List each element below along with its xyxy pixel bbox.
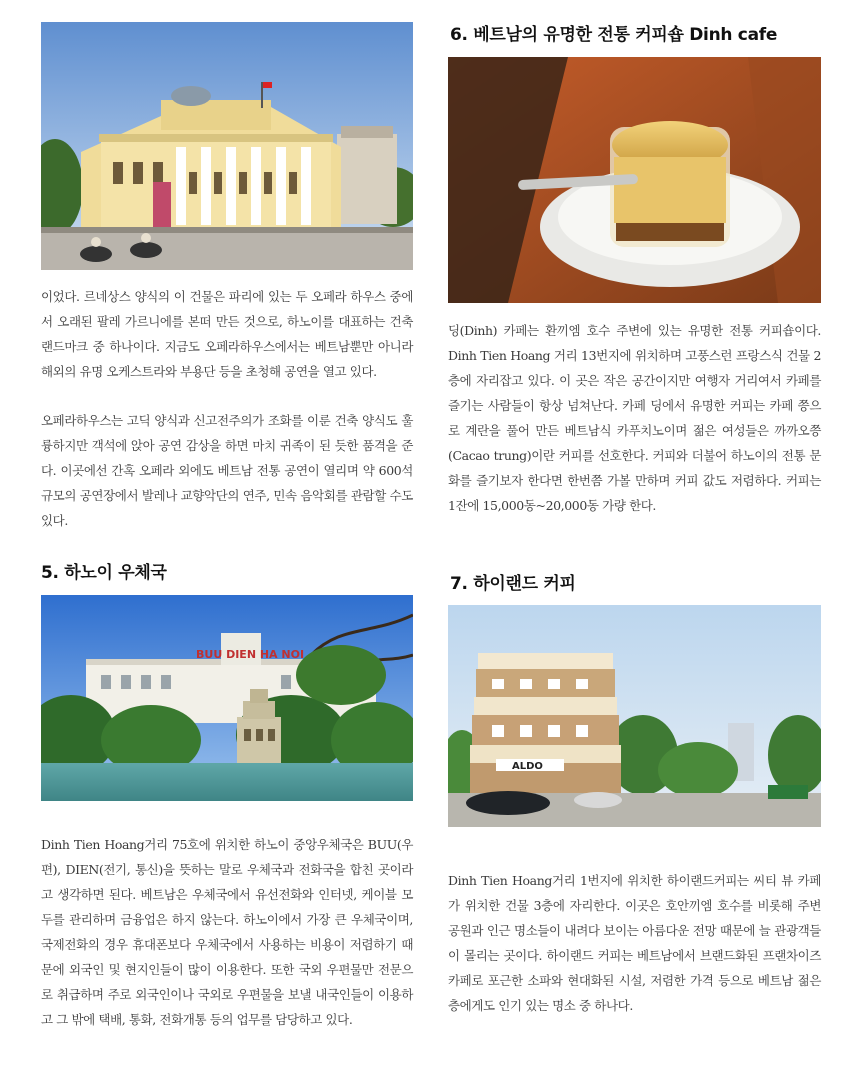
highlands-coffee-heading: 7. 하이랜드 커피 — [450, 574, 576, 594]
highlands-sign-text: ALDO — [512, 761, 543, 772]
post-office-heading: 5. 하노이 우체국 — [41, 563, 167, 583]
opera-paragraph-1: 이었다. 르네상스 양식의 이 건물은 파리에 있는 두 오페라 하우스 중에서 오래된 팔레 가르니에를 본떠 만든 것으로, 하노이를 대표하는 건축 랜드마크 중 하나이다. 지금도 오페라하우스에서는 베트남뿐만 아니라 해외의 유명 오케스트라와 부용단 등을 초청해 공연을 열고 있다. — [41, 289, 413, 379]
dinh-cafe-paragraph: 딩(Dinh) 카페는 환끼엠 호수 주변에 있는 유명한 전통 커피숍이다. Dinh Tien Hoang 거리 13번지에 위치하며 고풍스런 프랑스식 건물 2층에 자리잡고 있다. 이 곳은 작은 공간이지만 여행자 거리여서 카페를 즐기는 사람들이 항상 넘쳐난다. 카페 딩에서 유명한 커피는 카페 쯩으로 계란을 풀어 만든 베트남식 카푸치노이며 젊은 여성들은 까까오쯩(Cacao trung)이란 커피를 선호한다. 커피와 더불어 하노이의 전통 문화를 즐기보자 한다면 한번쯤 가볼 만하며 커피 값도 저렴하다. 커피는 1잔에 15,000동~20,000동 가량 한다. — [448, 323, 821, 513]
dinh-cafe-heading: 6. 베트남의 유명한 전통 커피숍 Dinh cafe — [450, 25, 778, 45]
highlands-coffee-photo — [448, 605, 821, 827]
opera-paragraph-2: 오페라하우스는 고딕 양식과 신고전주의가 조화를 이룬 건축 양식도 훌륭하지만 객석에 앉아 공연 감상을 하면 마치 귀족이 된 듯한 품격을 준다. 이곳에선 간혹 오페라 외에도 베트남 전통 공연이 열리며 약 600석 규모의 공연장에서 발레나 교향악단의 연주, 민속 음악회를 관람할 수도 있다. — [41, 413, 413, 528]
post-office-paragraph: Dinh Tien Hoang거리 75호에 위치한 하노이 중앙우체국은 BUU(우편), DIEN(전기, 통신)을 뜻하는 말로 우체국과 전화국을 합친 곳이라고 생각하면 된다. 베트남은 우체국에서 유선전화와 인터넷, 케이블 모두를 관리하며 금융업은 하지 않는다. 하노이에서 가장 큰 우체국이며, 국제전화의 경우 휴대폰보다 우체국에서 사용하는 비용이 저렴하기 때문에 외국인 및 현지인들이 많이 이용한다. 또한 국외 우편물만 전문으로 취급하며 주로 외국인이나 국외로 우편물을 보낼 내국인들이 이용하고 그 밖에 택배, 통화, 전화개통 등의 업무를 담당하고 있다. — [41, 837, 413, 1027]
highlands-coffee-paragraph: Dinh Tien Hoang거리 1번지에 위치한 하이랜드커피는 씨티 뷰 카페가 위치한 건물 3층에 자리한다. 이곳은 호안끼엠 호수를 비롯해 주변 공원과 인근 명소들이 내려다 보이는 아름다운 전망 때문에 늘 관광객들이 몰리는 곳이다. 하이랜드 커피는 베트남에서 브랜드화된 프랜차이즈 카페로 포근한 소파와 현대화된 시설, 저렴한 가격 등으로 베트남 젊은 층에게도 인기 있는 명소 중 하나다. — [448, 873, 821, 1013]
post-office-photo — [41, 595, 413, 801]
egg-coffee-photo — [448, 57, 821, 303]
post-office-sign-text: BUU DIEN HA NOI — [196, 648, 305, 661]
opera-house-photo — [41, 22, 413, 270]
